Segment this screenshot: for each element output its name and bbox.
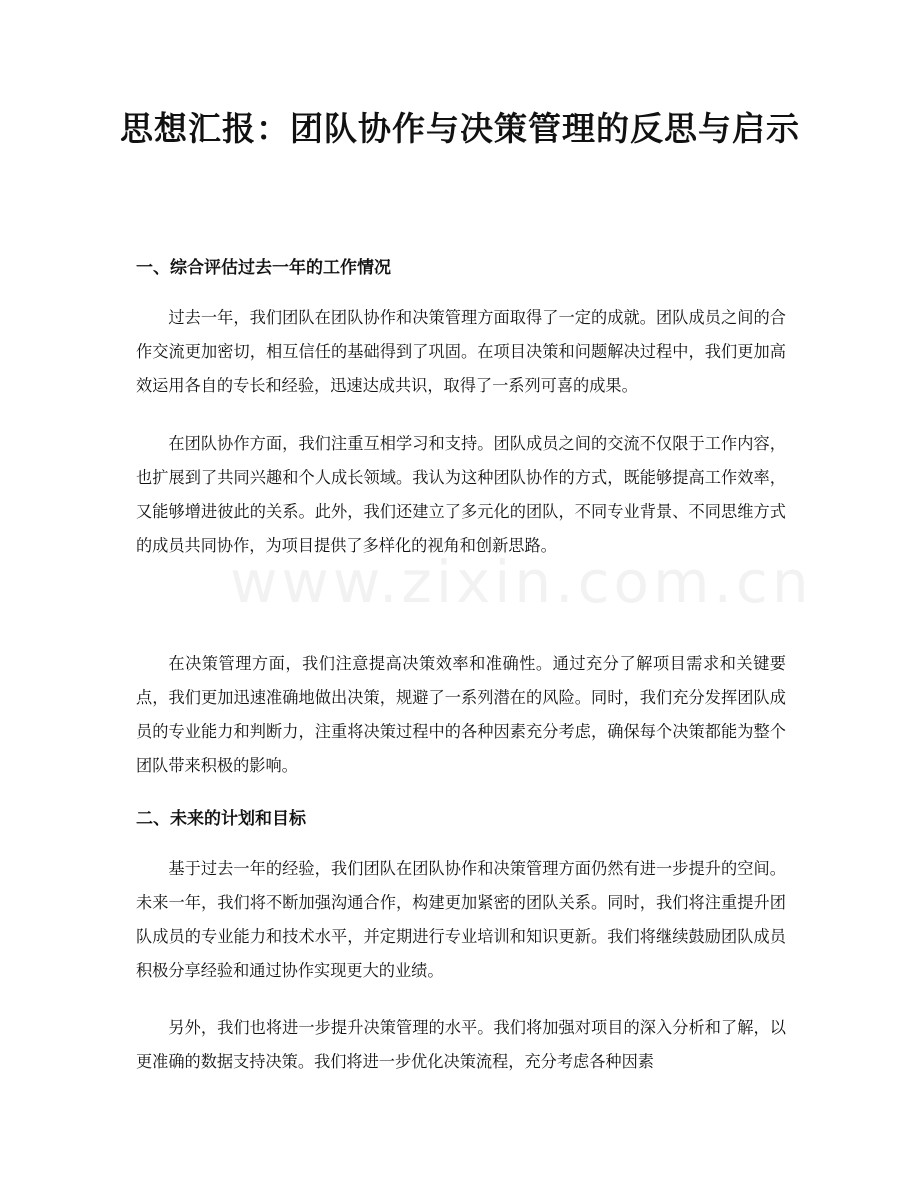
section-heading-2: 二、未来的计划和目标 [136,809,306,829]
paragraph: 另外，我们也将进一步提升决策管理的水平。我们将加强对项目的深入分析和了解，以更准确的数据支持决策。我们将进一步优化决策流程，充分考虑各种因素 [136,1018,786,1071]
watermark: www.zixin.com.cn [230,548,813,616]
paragraph: 过去一年，我们团队在团队协作和决策管理方面取得了一定的成就。团队成员之间的合作交流更加密切，相互信任的基础得到了巩固。在项目决策和问题解决过程中，我们更加高效运用各自的专长和经验，迅速达成共识，取得了一系列可喜的成果。 [136,308,786,395]
paragraph: 在团队协作方面，我们注重互相学习和支持。团队成员之间的交流不仅限于工作内容，也扩展到了共同兴趣和个人成长领域。我认为这种团队协作的方式，既能够提高工作效率，又能够增进彼此的关系。此外，我们还建立了多元化的团队，不同专业背景、不同思维方式的成员共同协作，为项目提供了多样化的视角和创新思路。 [136,434,786,555]
section-heading-1: 一、综合评估过去一年的工作情况 [136,258,391,278]
paragraph: 在决策管理方面，我们注意提高决策效率和准确性。通过充分了解项目需求和关键要点，我们更加迅速准确地做出决策，规避了一系列潜在的风险。同时，我们充分发挥团队成员的专业能力和判断力，注重将决策过程中的各种因素充分考虑，确保每个决策都能为整个团队带来积极的影响。 [136,654,786,775]
document-title: 思想汇报：团队协作与决策管理的反思与启示 [120,109,800,148]
paragraph: 基于过去一年的经验，我们团队在团队协作和决策管理方面仍然有进一步提升的空间。未来一年，我们将不断加强沟通合作，构建更加紧密的团队关系。同时，我们将注重提升团队成员的专业能力和技术水平，并定期进行专业培训和知识更新。我们将继续鼓励团队成员积极分享经验和通过协作实现更大的业绩。 [136,859,786,980]
